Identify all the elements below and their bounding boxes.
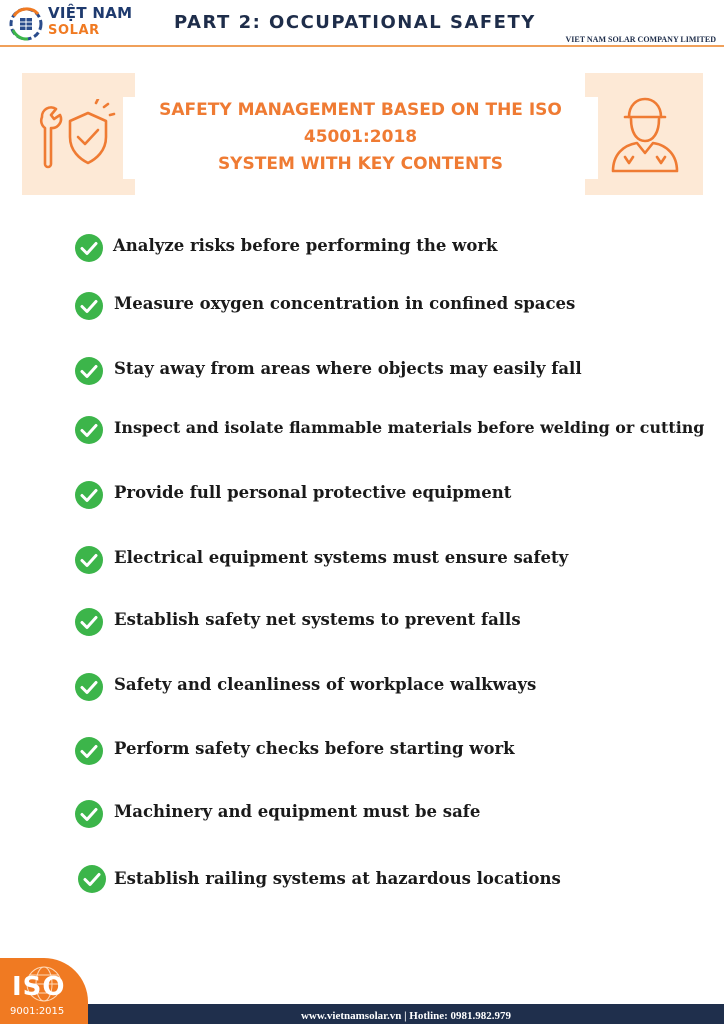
list-item-text: Inspect and isolate flammable materials before welding or cutting [114, 418, 705, 437]
wrench-shield-icon [36, 99, 120, 171]
banner-left-panel [22, 73, 135, 195]
logo-line2: SOLAR [48, 23, 100, 38]
check-icon [74, 233, 104, 263]
check-icon [74, 799, 104, 829]
banner-right-panel [585, 73, 703, 195]
banner-line3: SYSTEM WITH KEY CONTENTS [217, 154, 504, 174]
list-item-text: Stay away from areas where objects may easily fall [114, 359, 582, 378]
check-icon [74, 607, 104, 637]
logo-line1: VIỆT NAM [48, 4, 133, 22]
check-icon [74, 545, 104, 575]
list-item-text: Electrical equipment systems must ensure safety [114, 548, 569, 567]
footer-bar [88, 1004, 724, 1024]
list-item-text: Safety and cleanliness of workplace walkways [114, 675, 537, 694]
iso-label: ISO [12, 972, 66, 1002]
list-item-text: Perform safety checks before starting work [114, 739, 515, 758]
banner-line2: 45001:2018 [303, 127, 418, 147]
check-icon [77, 864, 107, 894]
page-title: PART 2: OCCUPATIONAL SAFETY [174, 12, 536, 33]
check-icon [74, 736, 104, 766]
company-name: VIET NAM SOLAR COMPANY LIMITED [565, 35, 716, 44]
check-icon [74, 291, 104, 321]
company-logo [8, 4, 148, 44]
logo-mark-icon [8, 4, 44, 42]
list-item-text: Measure oxygen concentration in confined spaces [114, 294, 576, 313]
banner-line1: SAFETY MANAGEMENT BASED ON THE ISO [159, 100, 562, 120]
check-icon [74, 356, 104, 386]
list-item-text: Establish railing systems at hazardous locations [114, 869, 561, 888]
list-item-text: Analyze risks before performing the work [113, 236, 498, 255]
check-icon [74, 480, 104, 510]
footer-contact: www.vietnamsolar.vn | Hotline: 0981.982.979 [300, 1010, 512, 1022]
list-item-text: Provide full personal protective equipment [114, 483, 512, 502]
check-icon [74, 672, 104, 702]
banner-heading [123, 97, 598, 179]
check-icon [74, 415, 104, 445]
header-divider [0, 45, 724, 47]
worker-icon [603, 95, 687, 175]
list-item-text: Machinery and equipment must be safe [114, 802, 481, 821]
iso-badge [0, 958, 88, 1024]
list-item-text: Establish safety net systems to prevent falls [114, 610, 521, 629]
iso-number: 9001:2015 [10, 1006, 65, 1017]
